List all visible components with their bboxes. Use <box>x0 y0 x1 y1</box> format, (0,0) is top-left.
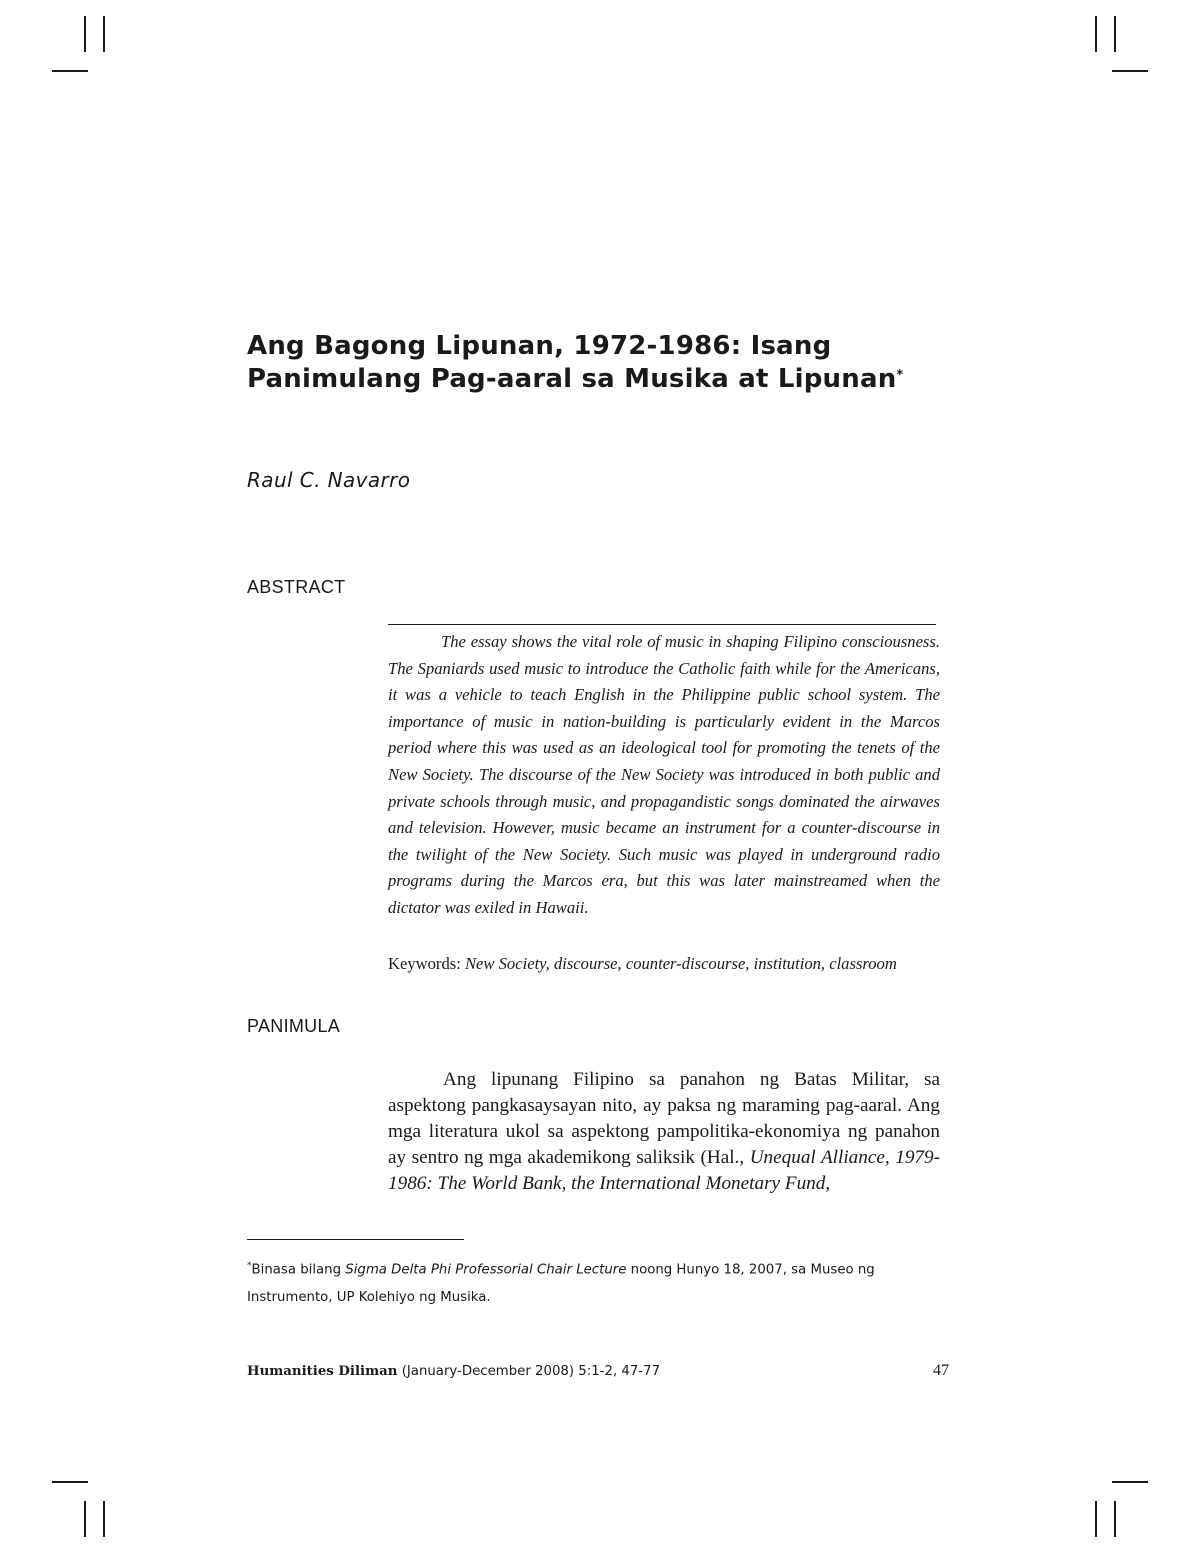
crop-mark <box>84 16 86 52</box>
crop-mark <box>1112 1481 1148 1483</box>
footnote-prefix: Binasa bilang <box>251 1262 342 1278</box>
section-heading: PANIMULA <box>247 1016 341 1036</box>
journal-citation: (January-December 2008) 5:1-2, 47-77 <box>401 1364 661 1379</box>
crop-mark <box>1095 1501 1097 1537</box>
crop-mark <box>103 16 105 52</box>
footnote <box>247 1252 947 1312</box>
journal-name: Humanities Diliman <box>247 1364 398 1379</box>
keywords-label: Keywords: <box>388 954 461 973</box>
body-paragraph <box>388 1067 940 1197</box>
crop-mark <box>52 1481 88 1483</box>
author-name: Raul C. Navarro <box>247 468 411 492</box>
crop-mark <box>1112 70 1148 72</box>
page-number: 47 <box>933 1362 949 1379</box>
crop-mark <box>103 1501 105 1537</box>
crop-mark <box>84 1501 86 1537</box>
keywords-list: New Society, discourse, counter-discourse, institution, classroom <box>464 954 897 973</box>
footnote-marker: * <box>247 1261 252 1271</box>
crop-mark <box>1114 1501 1116 1537</box>
abstract-heading: ABSTRACT <box>247 577 346 597</box>
body-text-italic: Unequal Alliance, 1979-1986: The World Bank, the International Monetary Fund, <box>388 1147 940 1194</box>
keywords-line <box>388 954 948 974</box>
title-footnote-marker: * <box>896 368 904 383</box>
abstract-rule <box>388 624 936 625</box>
crop-mark <box>1095 16 1097 52</box>
crop-mark <box>1114 16 1116 52</box>
abstract-text: The essay shows the vital role of music in shaping Filipino consciousness. The Spaniards used music to introduce the Catholic faith while for the Americans, it was a vehicle to teach English in the Philippine public school system. The importance of music in nation-building is particularly evident in the Marcos period where this was used as an ideological tool for promoting the tenets of the New Society. The discourse of the New Society was introduced in both public and private schools through music, and propagandistic songs dominated the airwaves and television. However, music became an instrument for a counter-discourse in the twilight of the New Society. Such music was played in underground radio programs during the Marcos era, but this was later mainstreamed when the dictator was exiled in Hawaii. <box>388 632 940 917</box>
paper-title <box>247 330 967 396</box>
footnote-rule <box>247 1239 464 1240</box>
body-text: Ang lipunang Filipino sa panahon ng Batas Militar, sa aspektong pangkasaysayan nito, ay paksa ng maraming pag-aaral. Ang mga literatura ukol sa aspektong pampolitika-ekonomiya ng panahon ay sentro ng mga akademikong saliksik (Hal., <box>388 1069 940 1168</box>
title-line-2: Panimulang Pag-aaral sa Musika at Lipunan <box>247 364 897 394</box>
journal-footer <box>247 1364 660 1379</box>
footnote-suffix: noong Hunyo 18, 2007, sa Museo ng Instrumento, UP Kolehiyo ng Musika. <box>247 1262 875 1306</box>
title-line-1: Ang Bagong Lipunan, 1972-1986: Isang <box>247 331 832 361</box>
footnote-lecture-title: Sigma Delta Phi Professorial Chair Lecture <box>345 1262 627 1278</box>
crop-mark <box>52 70 88 72</box>
